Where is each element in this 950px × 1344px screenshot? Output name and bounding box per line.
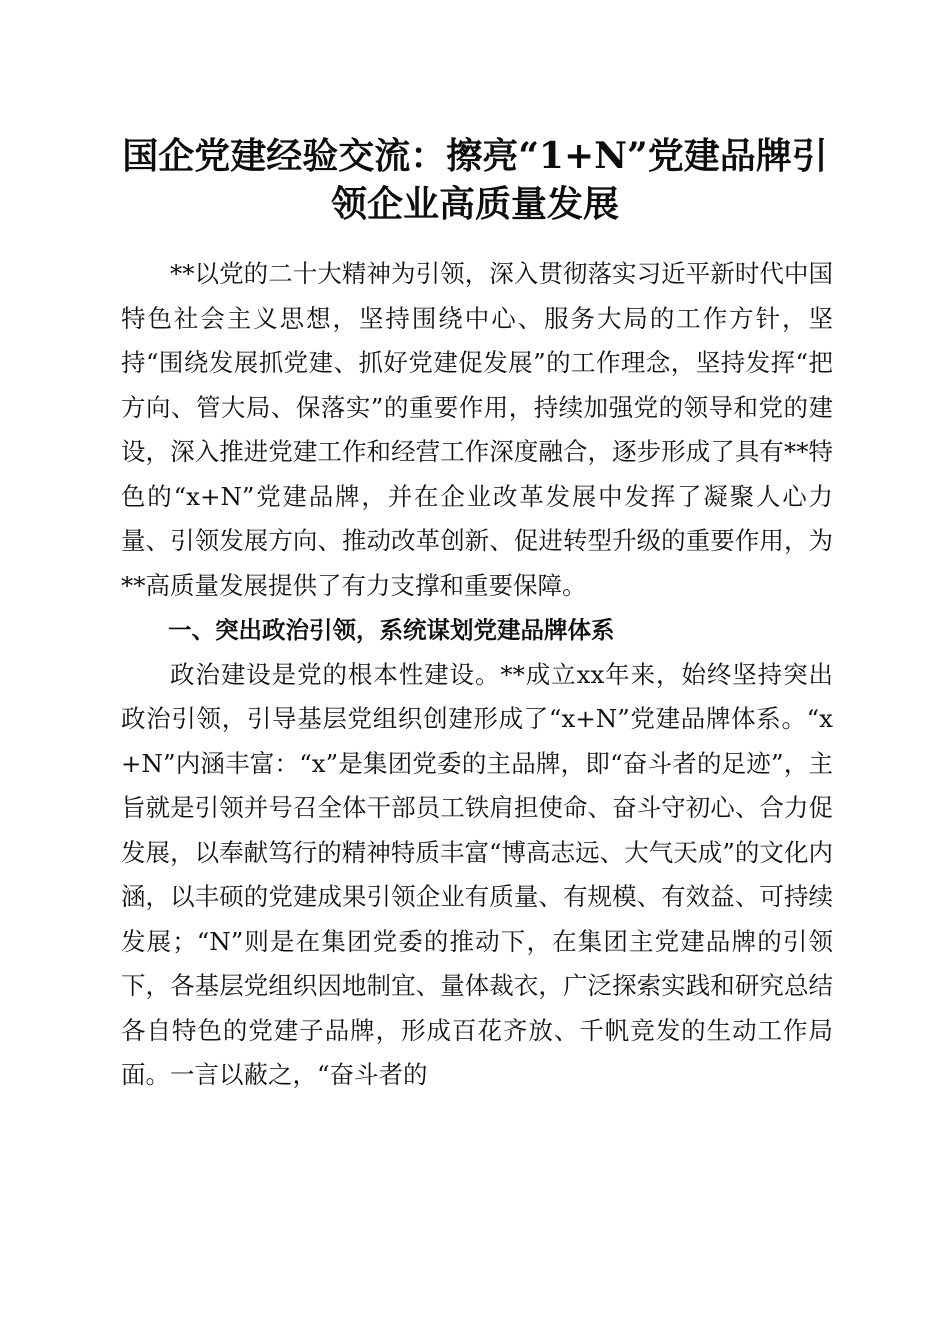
title-line-1: 国企党建经验交流：擦亮“1+N”党建品牌引 [122,135,828,177]
document-title [110,132,840,228]
section-1-paragraph: 政治建设是党的根本性建设。**成立xx年来，始终坚持突出政治引领，引导基层党组织创建形成了“x+N”党建品牌体系。“x+N”内涵丰富：“x”是集团党委的主品牌，即“奋斗者的足迹”，主旨就是引领并号召全体干部员工铁肩担使命、奋斗守初心、合力促发展，以奉献笃行的精神特质丰富“博高志远、大气天成”的文化内涵，以丰硕的党建成果引领企业有质量、有规模、有效益、可持续发展；“N”则是在集团党委的推动下，在集团主党建品牌的引领下，各基层党组织因地制宜、量体裁衣，广泛探索实践和研究总结各自特色的党建子品牌，形成百花齐放、千帆竞发的生动工作局面。一言以蔽之，“奋斗者的 [121,659,833,1089]
document-body [121,252,833,1098]
intro-paragraph: **以党的二十大精神为引领，深入贯彻落实习近平新时代中国特色社会主义思想，坚持围绕中心、服务大局的工作方针，坚持“围绕发展抓党建、抓好党建促发展”的工作理念，坚持发挥“把方向、管大局、保落实”的重要作用，持续加强党的领导和党的建设，深入推进党建工作和经营工作深度融合，逐步形成了具有**特色的“x+N”党建品牌，并在企业改革发展中发挥了凝聚人心力量、引领发展方向、推动改革创新、促进转型升级的重要作用，为**高质量发展提供了有力支撑和重要保障。 [121,259,833,600]
title-line-2: 领企业高质量发展 [330,183,619,225]
section-heading-1: 一、突出政治引领，系统谋划党建品牌体系 [168,616,615,644]
